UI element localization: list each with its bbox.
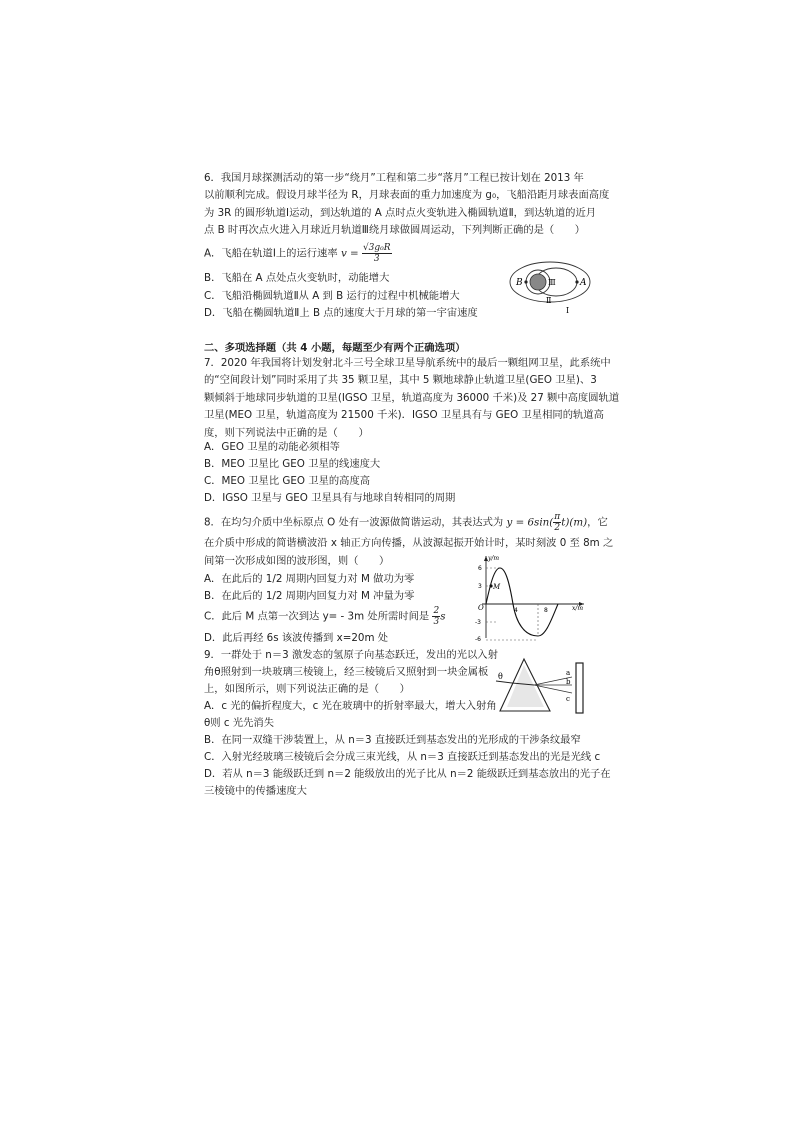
q8-line-3: 间第一次形成如图的波形图，则（ ） xyxy=(204,555,390,567)
q8-option-c-text: C．此后 M 点第一次到达 y= - 3m 处所需时间是 xyxy=(204,610,430,623)
theta-label: θ xyxy=(498,672,503,681)
q9-option-c: C．入射光经玻璃三棱镜后会分成三束光线，从 n＝3 直接跃迁到基态发出的光是光线 c xyxy=(204,751,601,763)
q8-line-1-text: 8．在均匀介质中坐标原点 O 处有一波源做简谐运动，其表达式为 xyxy=(204,516,504,529)
q9-line-1: 9．一群处于 n＝3 激发态的氢原子向基态跃迁，发出的光以入射 xyxy=(204,649,498,661)
q9-line-3: 上，如图所示，则下列说法正确的是（ ） xyxy=(204,683,410,695)
q6-line-2: 以前顺利完成。假设月球半径为 R，月球表面的重力加速度为 g₀，飞船沿距月球表面高度 xyxy=(204,189,610,202)
q8-formula-fraction xyxy=(553,512,561,533)
q6-option-a-fraction xyxy=(362,243,392,264)
wave-graph xyxy=(472,552,590,642)
q8-option-a: A．在此后的 1/2 周期内回复力对 M 做功为零 xyxy=(204,573,415,585)
q6-line-4: 点 B 时再次点火进入月球近月轨道Ⅲ绕月球做圆周运动，下列判断正确的是（ ） xyxy=(204,224,586,237)
section-2-title: 二、多项选择题（共 4 小题，每题至少有两个正确选项） xyxy=(204,342,466,354)
q7-line-5: 度，则下列说法中正确的是（ ） xyxy=(204,426,369,439)
prism-diagram xyxy=(494,655,590,717)
ray-c-label: c xyxy=(566,695,570,703)
q6-frac-denominator: 3 xyxy=(373,254,380,264)
q7-line-1: 7．2020 年我国将计划发射北斗三号全球卫星导航系统中的最后一颗组网卫星，此系统中 xyxy=(204,357,611,369)
origin-label: O xyxy=(478,604,484,612)
q6-option-a xyxy=(204,243,392,264)
label-b: B xyxy=(516,278,523,288)
x-axis-label: x/m xyxy=(572,605,584,612)
q8-formula-b: t)(m) xyxy=(561,516,588,529)
incident-ray xyxy=(496,681,512,683)
q6-option-c: C．飞船沿椭圆轨道Ⅱ从 A 到 B 运行的过程中机械能增大 xyxy=(204,290,460,302)
ray-c-line xyxy=(534,685,572,693)
point-a xyxy=(575,280,578,283)
q8-option-c xyxy=(204,606,446,627)
q7-option-c: C．MEO 卫星比 GEO 卫星的高度高 xyxy=(204,475,371,487)
q9-option-b: B．在同一双缝干涉装置上，从 n＝3 直接跃迁到基态发出的光形成的干涉条纹最窄 xyxy=(204,734,581,746)
metal-plate xyxy=(576,663,583,713)
q6-option-a-formula: v = xyxy=(340,247,359,260)
y-tick-neg6: -6 xyxy=(475,636,481,642)
q6-line-1: 6．我国月球探测活动的第一步“绕月”工程和第二步“落月”工程已按计划在 2013 年 xyxy=(204,172,584,184)
q8-option-c-unit: s xyxy=(440,610,446,623)
label-ii: Ⅱ xyxy=(546,296,552,305)
q7-option-b: B．MEO 卫星比 GEO 卫星的线速度大 xyxy=(204,458,381,470)
question-7-stem xyxy=(204,355,620,442)
q8-option-b: B．在此后的 1/2 周期内回复力对 M 冲量为零 xyxy=(204,590,415,602)
q8-formula-a: y = 6sin( xyxy=(506,516,554,529)
question-6-stem xyxy=(204,170,610,240)
q8-c-den: 3 xyxy=(433,617,440,627)
q7-line-2: 的“空间段计划”同时采用了共 35 颗卫星，其中 5 颗地球静止轨道卫星(GEO 卫星)、3 xyxy=(204,374,597,387)
moon xyxy=(530,274,546,290)
q8-line-1 xyxy=(204,512,608,533)
wave-curve xyxy=(486,568,558,636)
q8-frac-num: π xyxy=(554,512,561,522)
point-m-label: M xyxy=(493,583,501,591)
q8-line-1-suffix: ，它 xyxy=(587,516,608,529)
q7-option-d: D．IGSO 卫星与 GEO 卫星具有与地球自转相同的周期 xyxy=(204,492,456,504)
ray-a-label: a xyxy=(566,669,571,677)
q9-option-d-line-1: D．若从 n＝3 能级跃迁到 n＝2 能级放出的光子比从 n＝2 能级跃迁到基态放出的光子在 xyxy=(204,768,611,780)
q6-line-3: 为 3R 的圆形轨道Ⅰ运动，到达轨道的 A 点时点火变轨进入椭圆轨道Ⅱ，到达轨道的近月 xyxy=(204,206,597,219)
y-tick-3: 3 xyxy=(478,583,482,590)
q9-option-a-line-1: A．c 光的偏折程度大，c 光在玻璃中的折射率最大，增大入射角 xyxy=(204,700,497,712)
q6-option-d: D．飞船在椭圆轨道Ⅱ上 B 点的速度大于月球的第一宇宙速度 xyxy=(204,307,478,319)
q6-frac-numerator: √3g₀R xyxy=(362,243,391,253)
q9-option-d-line-2: 三棱镜中的传播速度大 xyxy=(204,785,307,797)
orbit-diagram xyxy=(500,258,600,318)
label-a: A xyxy=(580,278,587,288)
x-tick-4: 4 xyxy=(514,607,518,614)
q7-line-3: 颗倾斜于地球同步轨道的卫星(IGSO 卫星，轨道高度为 36000 千米)及 27 颗中高度圆轨道 xyxy=(204,391,620,404)
q8-frac-den: 2 xyxy=(554,523,561,533)
q7-line-4: 卫星(MEO 卫星，轨道高度为 21500 千米)．IGSO 卫星具有与 GEO 卫星相同的轨道高 xyxy=(204,409,604,422)
y-tick-6: 6 xyxy=(478,565,482,572)
x-tick-8: 8 xyxy=(544,607,548,614)
q6-option-a-text: A．飞船在轨道Ⅰ上的运行速率 xyxy=(204,247,338,260)
q9-line-2: 角θ照射到一块玻璃三棱镜上，经三棱镜后又照射到一块金属板 xyxy=(204,666,489,678)
q8-c-num: 2 xyxy=(433,606,440,616)
ray-b-label: b xyxy=(566,678,571,686)
q7-option-a: A．GEO 卫星的动能必须相等 xyxy=(204,441,340,453)
label-i: Ⅰ xyxy=(566,306,570,315)
q8-line-2: 在介质中形成的简谐横波沿 x 轴正方向传播，从波源起振开始计时，某时刻波 0 至 8m 之 xyxy=(204,537,614,549)
label-iii: Ⅲ xyxy=(548,278,556,287)
y-axis-label: y/m xyxy=(488,555,500,562)
q8-option-d: D．此后再经 6s 该波传播到 x=20m 处 xyxy=(204,632,389,644)
point-b xyxy=(524,280,527,283)
q6-option-b: B．飞船在 A 点处点火变轨时，动能增大 xyxy=(204,272,390,284)
y-tick-neg3: -3 xyxy=(475,619,481,626)
q9-option-a-line-2: θ则 c 光先消失 xyxy=(204,717,274,729)
